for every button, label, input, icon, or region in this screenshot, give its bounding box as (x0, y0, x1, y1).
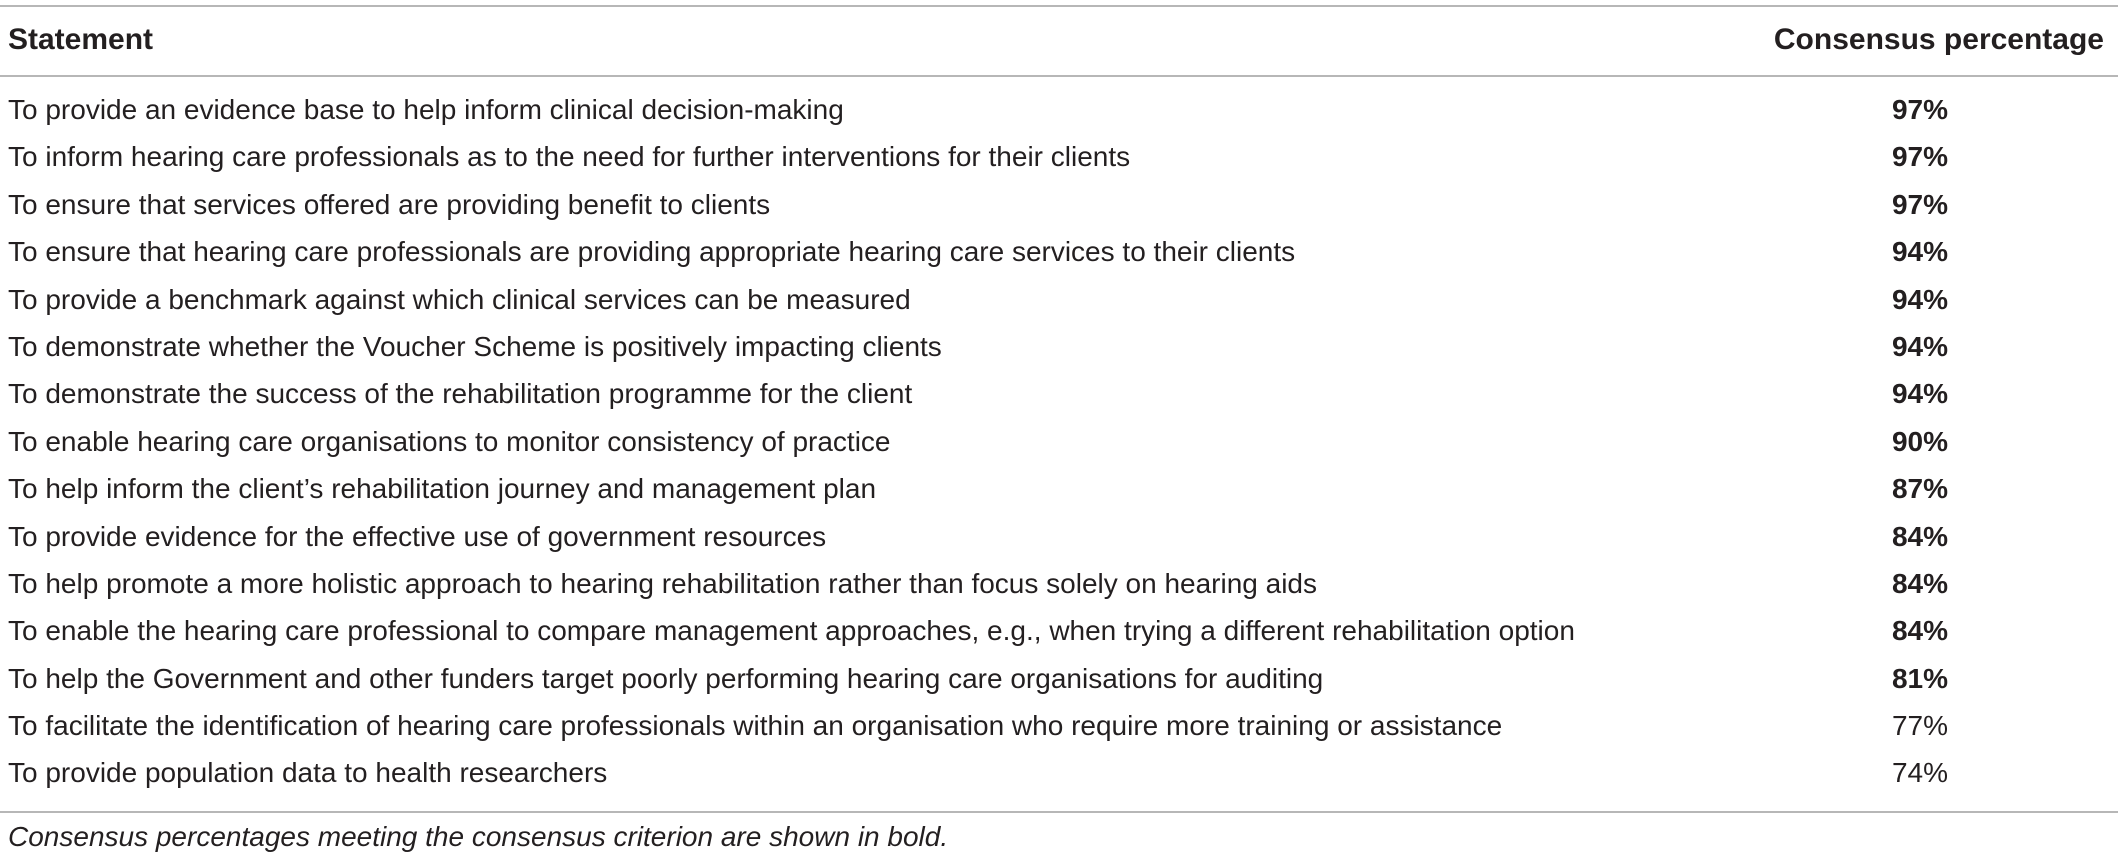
statement-cell: To help inform the client’s rehabilitation journey and management plan (8, 473, 877, 505)
statement-cell: To ensure that hearing care professionals are providing appropriate hearing care services to their clients (8, 236, 1296, 268)
statement-cell: To demonstrate whether the Voucher Scheme is positively impacting clients (8, 330, 942, 362)
table-row (0, 135, 2118, 182)
table-bottom-rule (0, 811, 2118, 813)
consensus-percentage-cell: 77% (1891, 710, 1949, 742)
statement-cell: To inform hearing care professionals as to the need for further interventions for their clients (8, 141, 1131, 173)
statement-cell: To provide evidence for the effective use of government resources (8, 520, 827, 552)
table-header-row (0, 6, 2118, 75)
table-footnote: Consensus percentages meeting the consensus criterion are shown in bold. (8, 821, 949, 852)
statement-cell: To facilitate the identification of hearing care professionals within an organisation who require more training or assistance (8, 710, 1503, 742)
statement-cell: To demonstrate the success of the rehabilitation programme for the client (8, 378, 913, 410)
statement-cell: To enable hearing care organisations to monitor consistency of practice (8, 425, 891, 457)
consensus-percentage-cell: 84% (1891, 567, 1949, 599)
table-row (0, 657, 2118, 704)
table-row (0, 88, 2118, 135)
consensus-percentage-cell: 97% (1891, 94, 1949, 125)
consensus-percentage-cell: 97% (1891, 188, 1949, 220)
table-row (0, 751, 2118, 798)
consensus-percentage-cell: 84% (1891, 520, 1949, 552)
consensus-percentage-cell: 90% (1891, 425, 1949, 457)
statement-cell: To ensure that services offered are providing benefit to clients (8, 188, 771, 220)
table-header-rule (0, 75, 2118, 77)
table-row (0, 183, 2118, 230)
statement-cell: To help promote a more holistic approach to hearing rehabilitation rather than focus solely on hearing aids (8, 567, 1317, 599)
consensus-percentage-cell: 84% (1891, 615, 1949, 647)
statement-cell: To provide population data to health researchers (8, 757, 608, 789)
table-row (0, 278, 2118, 325)
consensus-percentage-cell: 81% (1891, 662, 1949, 694)
table-row (0, 420, 2118, 467)
statement-cell: To provide an evidence base to help inform clinical decision-making (8, 94, 844, 125)
consensus-percentage-cell: 94% (1891, 236, 1949, 268)
consensus-percentage-cell: 94% (1891, 283, 1949, 315)
table-row (0, 515, 2118, 562)
table-row (0, 372, 2118, 419)
consensus-percentage-cell: 87% (1891, 473, 1949, 505)
table-row (0, 562, 2118, 609)
table-row (0, 704, 2118, 751)
table-row (0, 467, 2118, 514)
table-row (0, 609, 2118, 656)
consensus-percentage-cell: 94% (1891, 378, 1949, 410)
table-row (0, 325, 2118, 372)
table-body (0, 88, 2118, 799)
column-header-statement: Statement (8, 23, 154, 56)
column-header-consensus-percentage: Consensus percentage (1773, 23, 2104, 56)
consensus-percentage-cell: 74% (1891, 757, 1949, 789)
consensus-percentage-cell: 97% (1891, 141, 1949, 173)
statement-cell: To help the Government and other funders target poorly performing hearing care organisations for auditing (8, 662, 1324, 694)
statement-cell: To provide a benchmark against which clinical services can be measured (8, 283, 911, 315)
table-row (0, 230, 2118, 277)
statement-cell: To enable the hearing care professional to compare management approaches, e.g., when trying a different rehabilitation option (8, 615, 1575, 647)
consensus-percentage-cell: 94% (1891, 330, 1949, 362)
